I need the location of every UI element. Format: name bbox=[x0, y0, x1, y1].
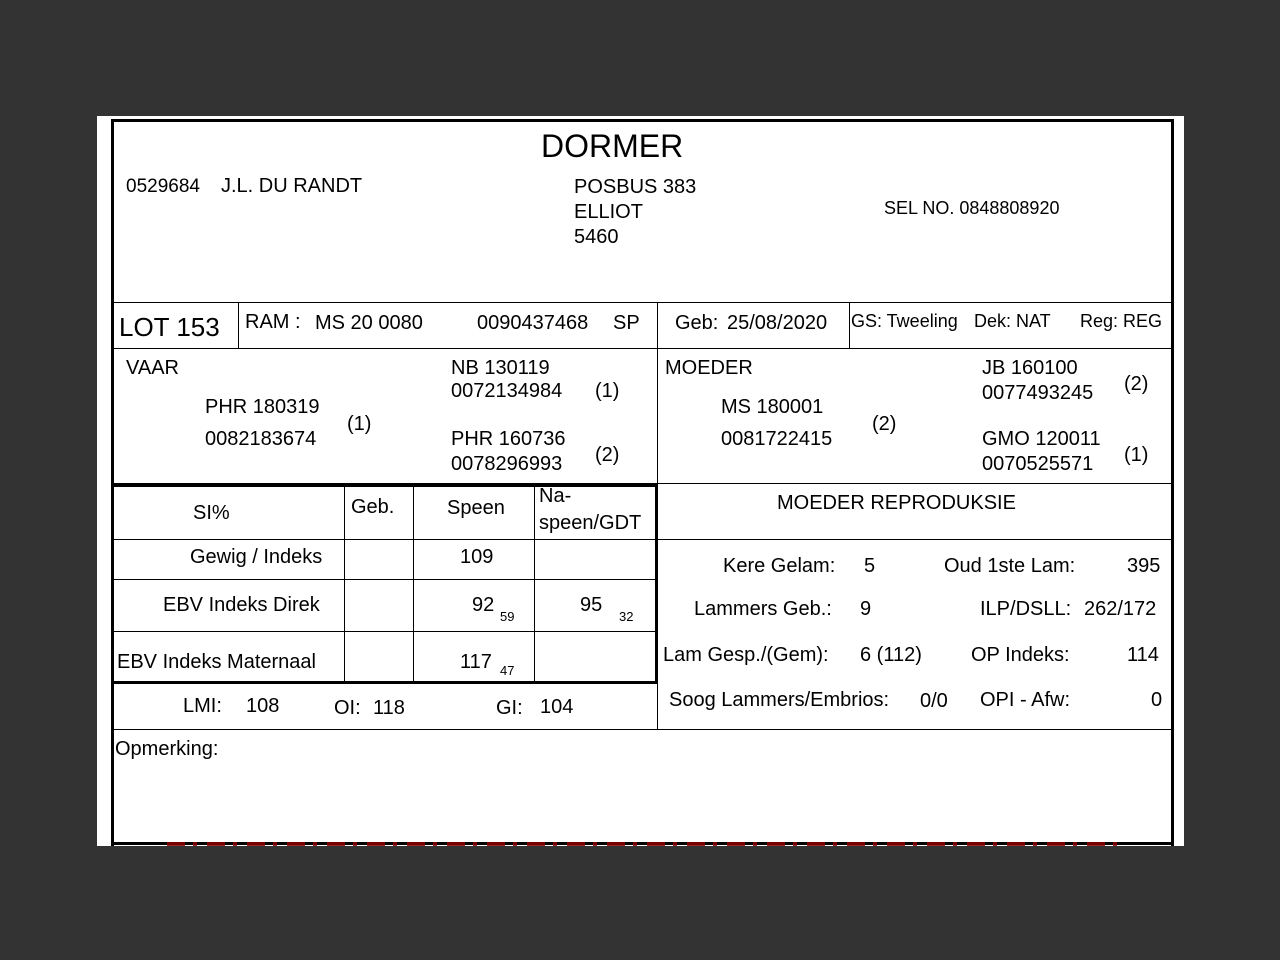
owner-code: 0529684 bbox=[126, 176, 200, 197]
ram-label: RAM : bbox=[245, 311, 301, 333]
divider bbox=[111, 631, 657, 632]
reproduksie-title: MOEDER REPRODUKSIE bbox=[777, 492, 1016, 514]
moeder-id: MS 180001 bbox=[721, 396, 824, 418]
kere-value: 5 bbox=[864, 555, 876, 577]
divider bbox=[113, 484, 658, 487]
moeder-reg: 0081722415 bbox=[721, 428, 833, 450]
divider bbox=[111, 681, 658, 684]
vaar-label: VAAR bbox=[126, 357, 179, 379]
ram-id: MS 20 0080 bbox=[315, 312, 423, 334]
divider bbox=[655, 484, 658, 682]
divider bbox=[344, 484, 345, 682]
divider bbox=[413, 484, 414, 682]
vv-reg: 0072134984 bbox=[451, 380, 563, 402]
oi-label: OI: bbox=[334, 697, 361, 719]
address-line-3: 5460 bbox=[574, 226, 619, 248]
lot-number: LOT 153 bbox=[119, 312, 220, 342]
divider bbox=[111, 729, 1174, 730]
naspeen-header-1: Na- bbox=[539, 485, 572, 507]
lammers-value: 9 bbox=[860, 598, 872, 620]
vm-reg: 0078296993 bbox=[451, 453, 563, 475]
oud-label: Oud 1ste Lam: bbox=[944, 555, 1076, 577]
speen-header: Speen bbox=[447, 497, 505, 519]
si-header: SI% bbox=[193, 502, 230, 524]
vaar-count: (1) bbox=[347, 413, 372, 435]
moeder-label: MOEDER bbox=[665, 357, 753, 379]
oi-value: 118 bbox=[373, 697, 405, 719]
op-value: 114 bbox=[1127, 644, 1159, 666]
divider bbox=[111, 579, 657, 580]
opi-value: 0 bbox=[1151, 689, 1163, 711]
gesp-label: Lam Gesp./(Gem): bbox=[663, 644, 829, 666]
mm-id: GMO 120011 bbox=[982, 428, 1101, 450]
geb-header: Geb. bbox=[351, 496, 395, 518]
gi-value: 104 bbox=[540, 696, 574, 718]
divider bbox=[849, 302, 850, 348]
owner-name: J.L. DU RANDT bbox=[221, 175, 363, 197]
lot-card bbox=[97, 116, 1184, 846]
naspeen-header-2: speen/GDT bbox=[539, 512, 642, 534]
row-label: Gewig / Indeks bbox=[190, 546, 323, 568]
speen-value: 92 bbox=[472, 594, 495, 616]
speen-accuracy: 47 bbox=[500, 663, 515, 678]
vaar-reg: 0082183674 bbox=[205, 428, 317, 450]
speen-value: 117 bbox=[460, 651, 492, 673]
soog-value: 0/0 bbox=[920, 690, 948, 712]
gesp-value: 6 (112) bbox=[860, 644, 922, 666]
address-line-2: ELLIOT bbox=[574, 201, 643, 223]
mm-count: (1) bbox=[1124, 444, 1149, 466]
ram-reg: 0090437468 bbox=[477, 312, 589, 334]
mv-id: JB 160100 bbox=[982, 357, 1078, 379]
op-label: OP Indeks: bbox=[971, 644, 1070, 666]
ilp-label: ILP/DSLL: bbox=[980, 598, 1072, 620]
divider bbox=[534, 484, 535, 682]
reg-status: Reg: REG bbox=[1080, 311, 1163, 331]
naspeen-value: 95 bbox=[580, 594, 603, 616]
lammers-label: Lammers Geb.: bbox=[694, 598, 832, 620]
mv-reg: 0077493245 bbox=[982, 382, 1094, 404]
dek-status: Dek: NAT bbox=[974, 311, 1051, 331]
geb-date: 25/08/2020 bbox=[727, 312, 828, 334]
ilp-value: 262/172 bbox=[1084, 598, 1157, 620]
address-line-1: POSBUS 383 bbox=[574, 176, 697, 198]
divider bbox=[111, 539, 1174, 540]
vaar-id: PHR 180319 bbox=[205, 396, 320, 418]
naspeen-accuracy: 32 bbox=[619, 609, 634, 624]
speen-accuracy: 59 bbox=[500, 609, 515, 624]
opmerking-label: Opmerking: bbox=[115, 738, 219, 760]
opi-label: OPI - Afw: bbox=[980, 689, 1071, 711]
row-label: EBV Indeks Direk bbox=[163, 594, 320, 616]
frame-top bbox=[111, 119, 1174, 122]
speen-value: 109 bbox=[460, 546, 494, 568]
ram-sp: SP bbox=[613, 312, 640, 334]
oud-value: 395 bbox=[1127, 555, 1161, 577]
moeder-count: (2) bbox=[872, 413, 897, 435]
gs-status: GS: Tweeling bbox=[851, 311, 958, 331]
vv-count: (1) bbox=[595, 380, 620, 402]
breed-title: DORMER bbox=[541, 128, 684, 164]
divider bbox=[238, 302, 239, 348]
row-label: EBV Indeks Maternaal bbox=[117, 651, 316, 673]
divider bbox=[111, 348, 1174, 349]
kere-label: Kere Gelam: bbox=[723, 555, 836, 577]
divider bbox=[111, 302, 1174, 303]
vv-id: NB 130119 bbox=[451, 357, 550, 379]
sel-no: SEL NO. 0848808920 bbox=[884, 198, 1060, 218]
gi-label: GI: bbox=[496, 697, 523, 719]
vm-count: (2) bbox=[595, 444, 620, 466]
mm-reg: 0070525571 bbox=[982, 453, 1094, 475]
soog-label: Soog Lammers/Embrios: bbox=[669, 689, 890, 711]
vm-id: PHR 160736 bbox=[451, 428, 566, 450]
geb-label: Geb: bbox=[675, 312, 719, 334]
lmi-value: 108 bbox=[246, 695, 280, 717]
lmi-label: LMI: bbox=[183, 695, 222, 717]
cut-off-text bbox=[167, 842, 1127, 846]
mv-count: (2) bbox=[1124, 373, 1149, 395]
